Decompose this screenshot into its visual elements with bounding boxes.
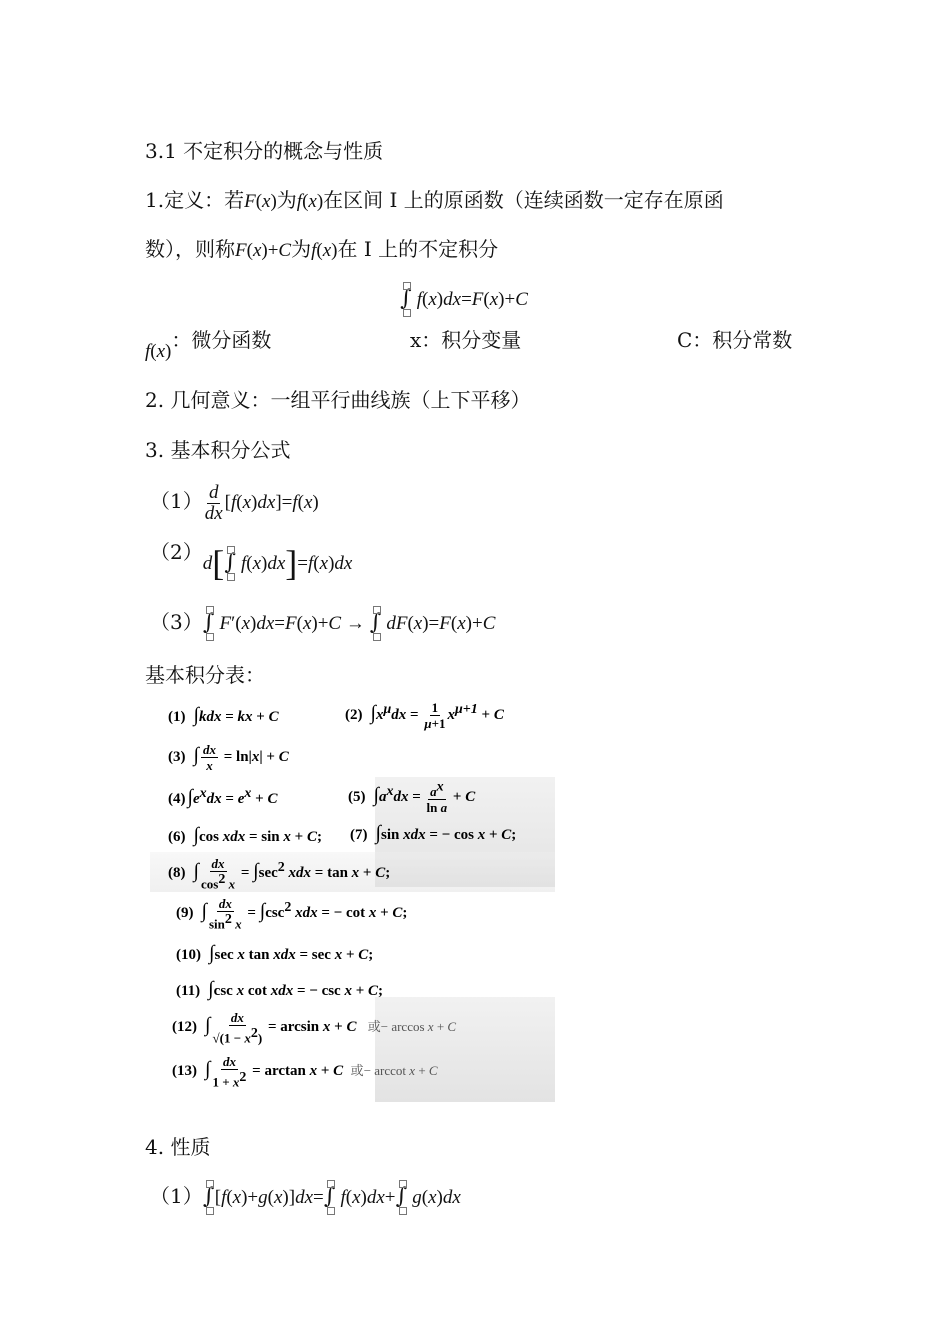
section-title: 3.1 不定积分的概念与性质: [145, 139, 384, 163]
definition-line-2: 数），则称F(x)+C为f(x)在 I 上的不定积分: [145, 237, 499, 261]
table-formula-8: (8) ∫ $\frac{dx}{\cos^2 x}$ = $\int\sec^2$ xdx = tan x + C;: [168, 856, 391, 892]
table-title: 基本积分表：: [145, 663, 265, 687]
integral-sign: ∫: [400, 285, 412, 313]
definition-formula: ∫ f(x)dx=F(x)+C: [400, 285, 528, 314]
geometry-meaning: 2. 几何意义：一组平行曲线族（上下平移）: [145, 388, 531, 412]
formula-2: （2）d[∫ f(x)dx]=f(x)dx: [150, 540, 353, 583]
table-formula-1: (1) ∫kdx = kx + C: [168, 704, 279, 726]
definition-line-1: 1.定义：若F(x)为f(x)在区间 I 上的原函数（连续函数一定存在原函: [145, 188, 724, 212]
table-formula-9: (9) ∫ $\frac{dx}{\sin^2 x}$ = $\int\csc^2$ xdx = − cot x + C;: [176, 896, 408, 932]
term-variable: x：积分变量: [410, 328, 522, 352]
formula-3: （3）∫ F′(x)dx=F(x)+C → ∫ dF(x)=F(x)+C: [150, 608, 495, 638]
term-integrand: ：微分函数: [171, 328, 272, 352]
table-formula-10: (10) ∫sec x tan xdx = sec x + C;: [176, 942, 374, 964]
formulas-title: 3. 基本积分公式: [145, 438, 291, 462]
table-formula-13: (13) ∫ $\frac{dx}{1 + x^2}$ = arctan x + C 或− arccot x + C: [172, 1054, 438, 1090]
property-1: （1）∫ [f(x)+g(x)]dx=∫ f(x)dx+∫ g(x)dx: [150, 1182, 461, 1212]
term-constant: C：积分常数: [677, 328, 793, 352]
terms-line: f(x)：微分函数: [145, 328, 272, 362]
table-formula-5: (5) $\int a^xdx$ = $\frac{a^x}{\text{ln a}}$ + C: [348, 780, 476, 816]
table-formula-7: (7) ∫sin xdx = − cos x + C;: [350, 822, 517, 844]
table-formula-2: (2) $\int x^\mu dx$ = $\frac{1}{\mu+1}$ $x^{\mu+1} + C$: [345, 700, 504, 731]
table-formula-3: (3) ∫ $\frac{dx}{x}$ = ln|x| + C: [168, 742, 289, 773]
table-formula-12: (12) ∫ $\frac{dx}{√(1 - x^2)}$ = arcsin x + C 或− arccos x + C: [172, 1010, 457, 1046]
table-formula-6: (6) ∫cos xdx = sin x + C;: [168, 824, 322, 846]
table-formula-11: (11) ∫csc x cot xdx = − csc x + C;: [176, 978, 384, 1000]
integral-table-image: [150, 692, 555, 1102]
formula-1: （1） $\frac{d}{dx}$ [f(x)dx]=f(x): [150, 482, 319, 524]
table-formula-4: (4) $\int e^xdx = e^x + C$: [168, 786, 278, 808]
properties-title: 4. 性质: [145, 1135, 211, 1159]
